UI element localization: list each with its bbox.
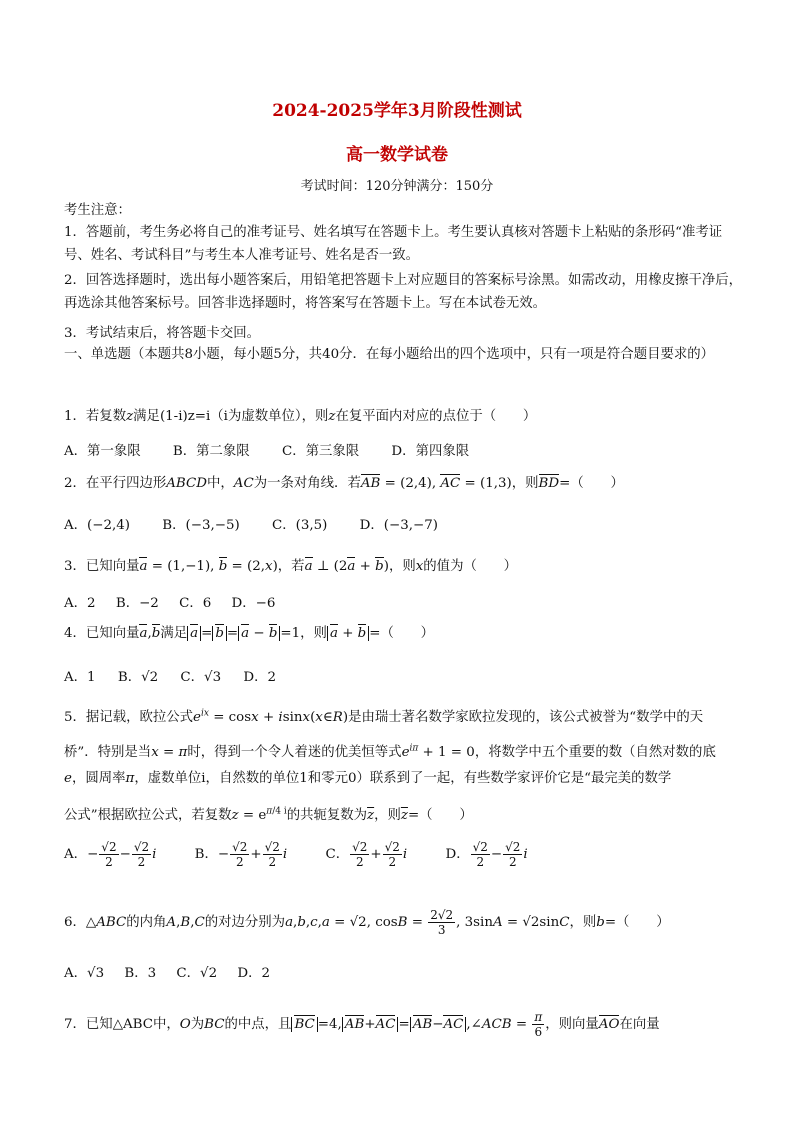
question-1-options	[64, 440, 744, 459]
exam-title: 2024-2025学年3月阶段性测试	[272, 101, 522, 121]
q6-option-d[interactable]: D．2	[237, 966, 271, 981]
q5-option-b[interactable]: B．− $\frac{√2}{2}$ + $\frac{√2}{2}$ i	[194, 840, 288, 869]
question-5-line-4: 公式”根据欧拉公式，若复数$z = e^{\pi/4 i}$的共轭复数为$\overline{z}$，则$\overline{z}=$（ ）	[64, 806, 473, 823]
question-2: 2．在平行四边形ABCD中，AC为一条对角线．若AB = (2,4), AC = (1,3)，则BD=（ ）	[64, 476, 624, 491]
notice-heading: 考生注意：	[64, 203, 131, 218]
q2-option-d[interactable]: D．(−3,−7)	[359, 518, 438, 533]
notice-item-3: 3．考试结束后，将答题卡交回。	[64, 326, 260, 341]
question-6: 6．△ABC的内角A,B,C的对边分别为a,b,c,a = √2, cosB = $\frac{2√2}{3}$ , 3sinA = √2sinC，则b=（ ）	[64, 908, 670, 937]
q2-option-b[interactable]: B．(−3,−5)	[162, 518, 240, 533]
q6-option-c[interactable]: C．√2	[176, 966, 218, 981]
exam-subtitle: 高一数学试卷	[346, 145, 448, 165]
q1-option-b[interactable]: B．第二象限	[172, 444, 250, 459]
question-4: 4．已知向量a,b满足 a = b = a − b =1，则 a + b =（ ）	[64, 626, 435, 641]
question-5-options	[64, 840, 744, 869]
q4-option-c[interactable]: C．√3	[180, 670, 222, 685]
question-2-options	[64, 514, 744, 533]
q1-option-d[interactable]: D．第四象限	[391, 444, 470, 459]
q1-option-a[interactable]: A．第一象限	[64, 444, 141, 459]
q3-option-a[interactable]: A．2	[64, 596, 96, 611]
exam-info: 考试时间：120分钟满分：150分	[300, 179, 494, 194]
q4-option-d[interactable]: D．2	[243, 670, 277, 685]
question-7: 7．已知△ABC中，O为BC的中点，且 BC =4, AB+AC = AB−AC ,∠ACB = $\frac{\pi}{6}$ ，则向量AO在向量	[64, 1010, 660, 1039]
notice-item-2: 2．回答选择题时，选出每小题答案后，用铅笔把答题卡上对应题目的答案标号涂黑。如需改动，用橡皮擦干净后，再选涂其他答案标号。回答非选择题时，将答案写在答题卡上。写在本试卷无效。	[64, 273, 743, 311]
q4-option-b[interactable]: B．√2	[117, 670, 159, 685]
q1-option-c[interactable]: C．第三象限	[281, 444, 360, 459]
q6-option-b[interactable]: B．3	[124, 966, 157, 981]
q4-option-a[interactable]: A．1	[64, 670, 96, 685]
question-1: 1．若复数z满足(1-i)z=i（i为虚数单位），则z在复平面内对应的点位于（ ）	[64, 409, 537, 424]
q3-option-b[interactable]: B．−2	[115, 596, 159, 611]
q5-option-d[interactable]: D． $\frac{√2}{2}$ − $\frac{√2}{2}$ i	[445, 840, 528, 869]
q2-option-c[interactable]: C．(3,5)	[271, 518, 328, 533]
question-5-line-2: 桥”．特别是当x = π时，得到一个令人着迷的优美恒等式$e^{i\pi} + 1 = 0$，将数学中五个重要的数（自然对数的底	[64, 743, 716, 760]
q5-option-c[interactable]: C． $\frac{√2}{2}$ + $\frac{√2}{2}$ i	[325, 840, 408, 869]
question-6-options	[64, 962, 744, 981]
q3-option-d[interactable]: D．−6	[231, 596, 276, 611]
q6-option-a[interactable]: A．√3	[64, 966, 105, 981]
question-3-options	[64, 592, 744, 611]
question-5-line-3: e，圆周率π，虚数单位i，自然数的单位1和零元0）联系到了一起，有些数学家评价它是“最完美的数学	[64, 771, 672, 786]
notice-item-1: 1．答题前，考生务必将自己的准考证号、姓名填写在答题卡上。考生要认真核对答题卡上粘贴的条形码“准考证号、姓名、考试科目”与考生本人准考证号、姓名是否一致。	[64, 225, 723, 263]
q5-option-a[interactable]: A．− $\frac{√2}{2}$ − $\frac{√2}{2}$ i	[64, 840, 157, 869]
q3-option-c[interactable]: C．6	[179, 596, 212, 611]
question-4-options	[64, 666, 744, 685]
q2-option-a[interactable]: A．(−2,4)	[64, 518, 131, 533]
question-3: 3．已知向量a = (1,−1), b = (2,x)，若a ⊥ (2a + b)，则x的值为（ ）	[64, 559, 518, 574]
question-5-line-1: 5．据记载，欧拉公式$e^{ix} = \cos x$ + isinx(x∈R)是由瑞士著名数学家欧拉发现的，该公式被誉为“数学中的天	[64, 708, 704, 725]
section-heading: 一、单选题（本题共8小题，每小题5分，共40分．在每小题给出的四个选项中，只有一项是符合题目要求的）	[64, 347, 715, 362]
